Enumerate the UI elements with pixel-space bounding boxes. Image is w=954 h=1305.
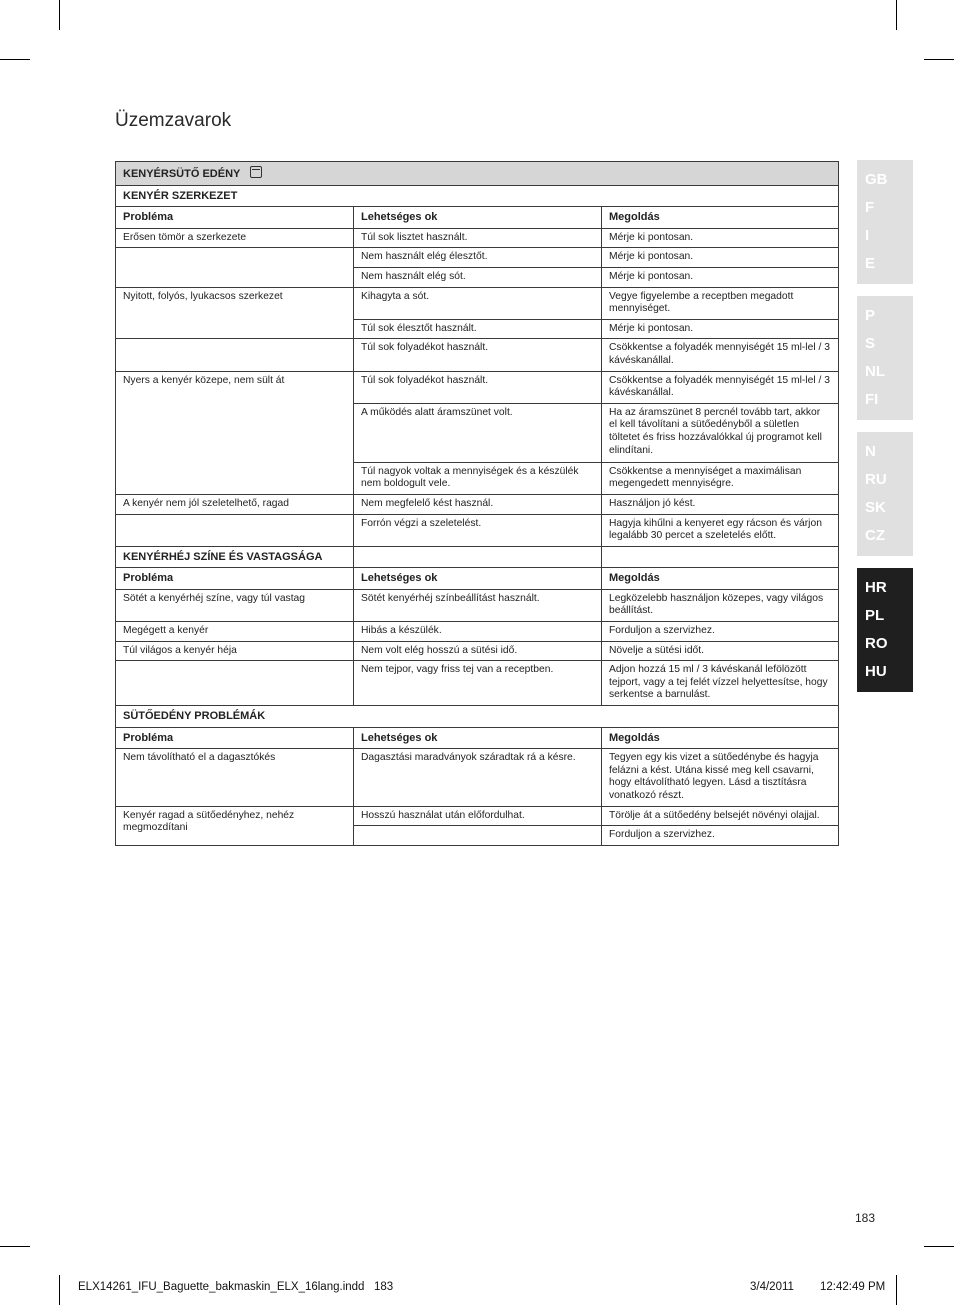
table-row [116,371,839,403]
cause-cell: Nem volt elég hosszú a sütési idő. [354,641,602,661]
cause-cell: Sötét kenyérhéj színbeállítást használt. [354,589,602,621]
crop-mark [0,1246,30,1247]
table-row [116,403,839,462]
solution-cell: Mérje ki pontosan. [602,248,839,268]
solution-cell: Ha az áramszünet 8 percnél tovább tart, akkor el kell távolítani a sütőedényből a sületlen töltetet és friss hozzávalókkal új programot kell elindítani. [602,403,839,462]
main-header: KENYÉRSÜTŐ EDÉNY [123,168,241,180]
column-header: Lehetséges ok [354,568,602,590]
cause-cell: Hibás a készülék. [354,622,602,642]
solution-cell: Mérje ki pontosan. [602,228,839,248]
table-row [116,514,839,546]
problem-cell: A kenyér nem jól szeletelhető, ragad [116,494,354,514]
cause-cell: Nem tejpor, vagy friss tej van a receptben. [354,661,602,706]
language-tab-sk[interactable]: SK [865,499,886,516]
column-header: Probléma [116,568,354,590]
cause-cell: Túl nagyok voltak a mennyiségek és a készülék nem boldogult vele. [354,462,602,494]
section-title: KENYÉR SZERKEZET [116,185,839,207]
cause-cell [354,826,602,846]
problem-cell: Nem távolítható el a dagasztókés [116,749,354,806]
problem-cell [116,661,354,706]
table-row [116,806,839,826]
table-row [116,661,839,706]
table-row [116,622,839,642]
language-tab-gb[interactable]: GB [865,171,888,188]
solution-cell: Csökkentse a mennyiséget a maximálisan megengedett mennyiségre. [602,462,839,494]
column-header-row [116,568,839,590]
crop-mark [0,59,30,60]
solution-cell: Törölje át a sütőedény belsejét növényi olajjal. [602,806,839,826]
language-tab-hr[interactable]: HR [865,579,887,596]
troubleshooting-table [115,161,839,846]
cause-cell: Nem használt elég élesztőt. [354,248,602,268]
column-header-row [116,207,839,229]
language-tab-e[interactable]: E [865,255,876,272]
language-tab-hu[interactable]: HU [865,663,887,680]
solution-cell: Vegye figyelembe a receptben megadott mennyiséget. [602,287,839,319]
empty-cell [354,546,602,568]
column-header: Megoldás [602,568,839,590]
language-tab-s[interactable]: S [865,335,876,352]
problem-cell [116,514,354,546]
problem-cell [116,403,354,494]
problem-cell: Erősen tömör a szerkezete [116,228,354,248]
problem-cell: Sötét a kenyérhéj színe, vagy túl vastag [116,589,354,621]
empty-cell [602,546,839,568]
solution-cell: Csökkentse a folyadék mennyiségét 15 ml-lel / 3 kávéskanállal. [602,371,839,403]
cause-cell: Dagasztási maradványok száradtak rá a késre. [354,749,602,806]
cause-cell: A működés alatt áramszünet volt. [354,403,602,462]
solution-cell: Legközelebb használjon közepes, vagy világos beállítást. [602,589,839,621]
solution-cell: Növelje a sütési időt. [602,641,839,661]
crop-mark [924,1246,954,1247]
table-row [116,287,839,319]
solution-cell: Adjon hozzá 15 ml / 3 kávéskanál lefölözött tejport, vagy a tej felét vízzel helyettesítse, hogy serkentse a barnulást. [602,661,839,706]
crop-mark [896,1275,897,1305]
footer-file-name: ELX14261_IFU_Baguette_bakmaskin_ELX_16lang.indd 183 [78,1281,394,1293]
cause-cell: Túl sok lisztet használt. [354,228,602,248]
problem-cell: Túl világos a kenyér héja [116,641,354,661]
language-tab-n[interactable]: N [865,443,876,460]
language-tab-f[interactable]: F [865,199,875,216]
solution-cell: Forduljon a szervizhez. [602,622,839,642]
language-tab-cz[interactable]: CZ [865,527,885,544]
crop-mark [59,1275,60,1305]
cause-cell: Forrón végzi a szeletelést. [354,514,602,546]
table-row [116,641,839,661]
language-group-4-active [857,568,913,692]
crop-mark [59,0,60,30]
solution-cell: Használjon jó kést. [602,494,839,514]
page-title: Üzemzavarok [115,110,232,131]
bread-pan-icon [250,166,262,178]
solution-cell: Mérje ki pontosan. [602,319,839,339]
problem-cell: Nyitott, folyós, lyukacsos szerkezet [116,287,354,339]
footer-time: 12:42:49 PM [820,1281,886,1293]
language-tab-i[interactable]: I [865,227,870,244]
page-number: 183 [855,1211,876,1225]
cause-cell: Nem használt elég sót. [354,267,602,287]
cause-cell: Nem megfelelő kést használ. [354,494,602,514]
solution-cell: Tegyen egy kis vizet a sütőedénybe és hagyja felázni a kést. Utána kissé meg kell csavarni, hogy eltávolítható legyen. Lásd a tisztításra vonatkozó részt. [602,749,839,806]
section-title: SÜTŐEDÉNY PROBLÉMÁK [116,706,839,728]
cause-cell: Kihagyta a sót. [354,287,602,319]
table-main-header-row [116,162,839,186]
language-group-2 [857,296,913,420]
column-header: Megoldás [602,207,839,229]
table-row [116,749,839,806]
solution-cell: Hagyja kihűlni a kenyeret egy rácson és várjon legalább 30 percet a szeletelés előtt. [602,514,839,546]
footer-date: 3/4/2011 [750,1281,794,1293]
problem-cell: Nyers a kenyér közepe, nem sült át [116,371,354,403]
table-row [116,248,839,268]
problem-cell [116,339,354,371]
language-tab-fi[interactable]: FI [865,391,879,408]
column-header-row [116,727,839,749]
language-group-3 [857,432,913,556]
column-header: Lehetséges ok [354,727,602,749]
language-tab-ro[interactable]: RO [865,635,888,652]
solution-cell: Forduljon a szervizhez. [602,826,839,846]
crop-mark [896,0,897,30]
solution-cell: Csökkentse a folyadék mennyiségét 15 ml-lel / 3 kávéskanállal. [602,339,839,371]
cause-cell: Túl sok folyadékot használt. [354,339,602,371]
language-tab-nl[interactable]: NL [865,363,885,380]
section-title-row [116,546,839,568]
language-tab-pl[interactable]: PL [865,607,885,624]
cause-cell: Túl sok folyadékot használt. [354,371,602,403]
language-tab-ru[interactable]: RU [865,471,887,488]
table-row [116,228,839,248]
table-row [116,494,839,514]
column-header: Megoldás [602,727,839,749]
language-group-1 [857,160,913,284]
language-tab-p[interactable]: P [865,307,876,324]
table-row [116,339,839,371]
column-header: Probléma [116,207,354,229]
column-header: Lehetséges ok [354,207,602,229]
section-title: KENYÉRHÉJ SZÍNE ÉS VASTAGSÁGA [116,546,354,568]
solution-cell: Mérje ki pontosan. [602,267,839,287]
table-row [116,589,839,621]
problem-cell [116,248,354,287]
column-header: Probléma [116,727,354,749]
crop-mark [924,59,954,60]
cause-cell: Túl sok élesztőt használt. [354,319,602,339]
problem-cell: Megégett a kenyér [116,622,354,642]
problem-cell: Kenyér ragad a sütőedényhez, nehéz megmozdítani [116,806,354,845]
cause-cell: Hosszú használat után előfordulhat. [354,806,602,826]
